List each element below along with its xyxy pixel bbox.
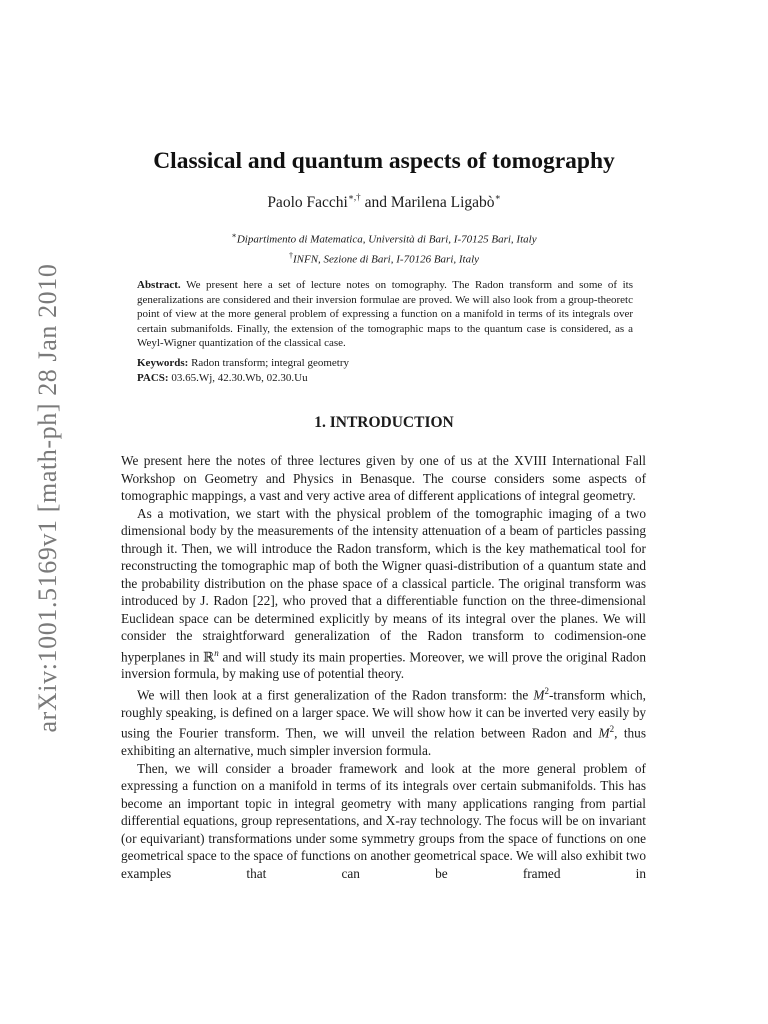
- paragraph-text: and will study its main properties. Moreover, we will prove the original Radon inversion formula, by making use of potential theory.: [121, 648, 646, 682]
- affiliations: [0, 228, 768, 267]
- author-name: Paolo Facchi: [267, 194, 348, 212]
- pacs-label: PACS:: [137, 371, 169, 384]
- author-affiliation-marks: ∗: [494, 192, 501, 202]
- paragraph-text: , thus exhibiting an alternative, much simpler inversion formula.: [121, 725, 646, 759]
- author-name: Marilena Ligabò: [390, 194, 495, 212]
- section-number: 1.: [314, 414, 326, 431]
- affiliation-text: INFN, Sezione di Bari, I-70126 Bari, Italy: [292, 253, 480, 266]
- affiliation-mark: †: [288, 250, 293, 260]
- author-affiliation-marks: ∗,†: [347, 192, 361, 202]
- abstract: [137, 278, 633, 351]
- author-line: [0, 193, 768, 212]
- affiliation-mark: ∗: [231, 231, 237, 240]
- paragraph: Then, we will consider a broader framework and look at the more general problem of expressing a function on a manifold in terms of its integrals over certain submanifolds. This has become an important topic in integral geometry with many applications ranging from partial differential equations, group representations, and X-ray technology. The focus will be on invariant (or equivariant) transformations under some symmetry groups from the space of functions on one geometrical space to the space of functions on another geometrical space. We will also exhibit two examples that can be framed in: [121, 760, 646, 881]
- keywords-text: Radon transform; integral geometry: [191, 357, 350, 369]
- keywords-block: [137, 356, 633, 385]
- affiliation-line: [0, 228, 768, 248]
- paragraph-text: As a motivation, we start with the physical problem of the tomographic imaging of a two dimensional body by the measurements of the intensity attenuation of a beam of particles passing through it. Then, we will introduce the Radon transform, which is the key mathematical tool for reconstructing the tomographic map of both the Wigner quasi-distribution of a quantum state and the probability distribution on the phase space of a classical particle. The original transform was introduced by J. Radon [22], who proved that a differentiable function on the three-dimensional Euclidean space can be determined explicitly by means of its integral over the planes. We will consider the straightforward generalization of the Radon transform to codimension-one hyperplanes in: [121, 505, 646, 664]
- paragraph-text: We will then look at a first generalization of the Radon transform: the: [137, 687, 529, 703]
- math-superscript: n: [214, 647, 219, 658]
- keywords-line: [137, 356, 633, 371]
- math-superscript: 2: [544, 685, 549, 696]
- section-heading: [0, 414, 768, 432]
- abstract-text: We present here a set of lecture notes on tomography. The Radon transform and some of its generalizations are considered and their inversion formulae are proved. We will also look from a group-theoretc point of view at the more general problem of expressing a function on a manifold in terms of its integrals over certain submanifolds. Finally, the extension of the tomographic maps to the quantum case is considered, as a Weyl-Wigner quantization of the classical case.: [137, 279, 633, 350]
- paper-title: Classical and quantum aspects of tomography: [153, 148, 615, 174]
- math-symbol: M: [598, 725, 610, 741]
- affiliation-line: [0, 248, 768, 268]
- paragraph: [121, 505, 646, 683]
- affiliation-text: Dipartimento di Matematica, Università di Bari, I-70125 Bari, Italy: [236, 233, 537, 246]
- author-conjunction: and: [364, 194, 387, 212]
- math-symbol: M: [533, 687, 545, 703]
- abstract-label: Abstract.: [137, 279, 181, 291]
- arxiv-identifier: arXiv:1001.5169v1 [math-ph] 28 Jan 2010: [33, 263, 62, 733]
- math-superscript: 2: [609, 724, 615, 735]
- pacs-line: [137, 371, 633, 386]
- math-symbol: ℝ: [203, 648, 215, 664]
- keywords-label: Keywords:: [137, 357, 189, 369]
- paragraph-text: -transform which, roughly speaking, is defined on a larger space. We will show how it can be inverted very easily by using the Fourier transform. Then, we will unveil the relation between Radon and: [121, 687, 646, 741]
- paragraph: [121, 683, 646, 760]
- section-title: INTRODUCTION: [329, 414, 454, 431]
- pacs-text: 03.65.Wj, 42.30.Wb, 02.30.Uu: [171, 371, 308, 384]
- body-text: [121, 452, 646, 882]
- paragraph: We present here the notes of three lectures given by one of us at the XVIII International Fall Workshop on Geometry and Physics in Benasque. The course considers some aspects of tomographic mappings, a vast and very active area of different applications of integral geometry.: [121, 453, 646, 503]
